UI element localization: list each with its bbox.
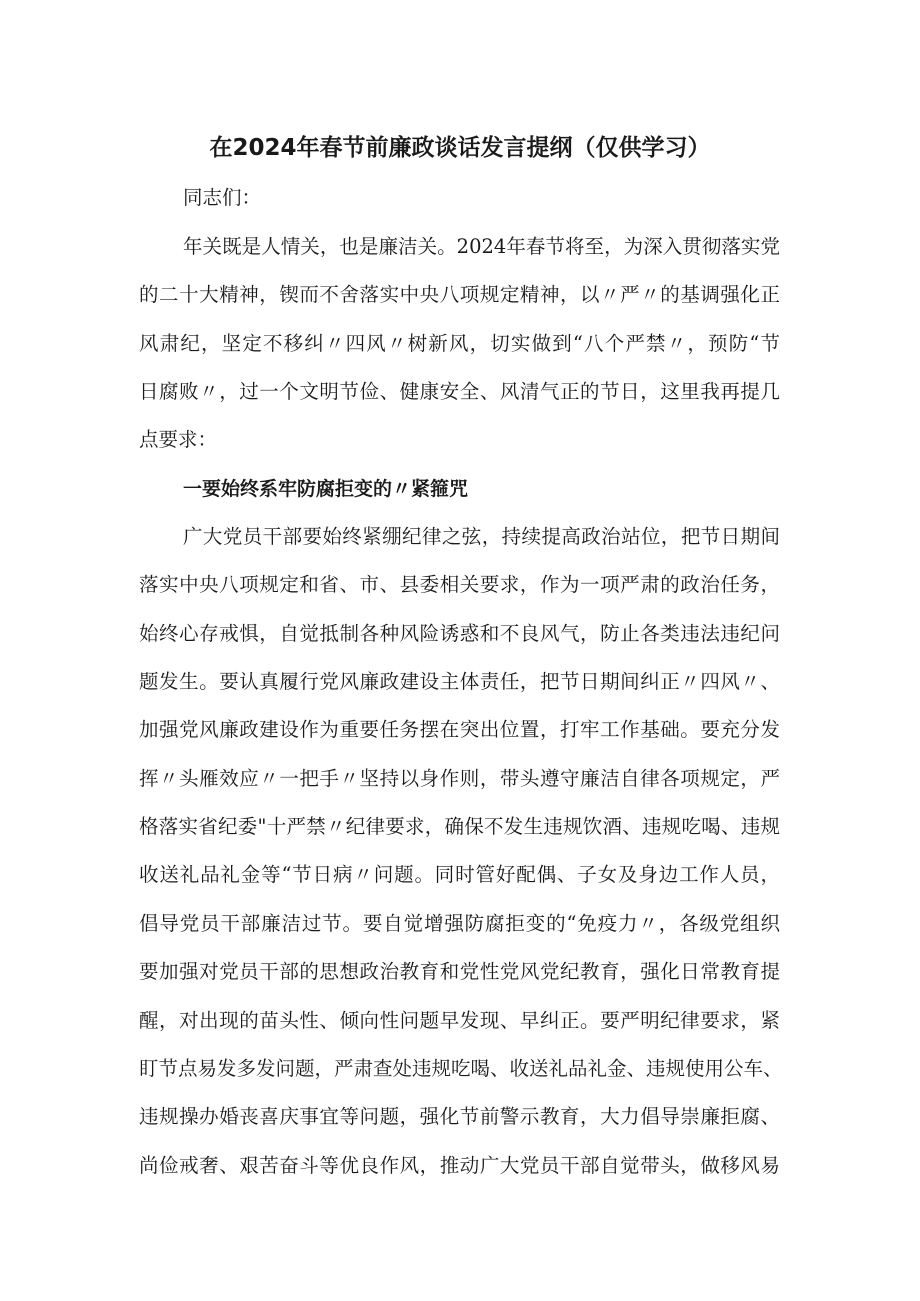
body-line-8: 收送礼品礼金等“节日病〃问题。同时管好配偶、子女及身边工作人员， xyxy=(139,863,780,886)
body-line-5: 加强党风廉政建设作为重要任务摆在突出位置，打牢工作基础。要充分发 xyxy=(139,718,780,741)
body-line-4: 题发生。要认真履行党风廉政建设主体责任，把节日期间纠正〃四风〃、 xyxy=(139,670,780,693)
intro-line-5: 点要求： xyxy=(139,428,218,451)
body-line-12: 盯节点易发多发问题，严肃查处违规吃喝、收送礼品礼金、违规使用公车、 xyxy=(139,1057,783,1080)
body-line-6: 挥〃头雁效应〃一把手〃坚持以身作则，带头遵守廉洁自律各项规定，严 xyxy=(139,767,780,790)
body-line-11: 醒，对出现的苗头性、倾向性问题早发现、早纠正。要严明纪律要求，紧 xyxy=(139,1009,780,1032)
body-line-1: 广大党员干部要始终紧绷纪律之弦，持续提高政治站位，把节日期间 xyxy=(183,525,780,548)
intro-line-4: 日腐败〃，过一个文明节俭、健康安全、风清气正的节日，这里我再提几 xyxy=(139,380,780,403)
salutation: 同志们： xyxy=(183,186,262,209)
intro-line-2: 的二十大精神，锲而不舍落实中央八项规定精神，以〃严〃的基调强化正 xyxy=(139,283,780,306)
body-line-14: 尚俭戒奢、艰苦奋斗等优良作风，推动广大党员干部自觉带头，做移风易 xyxy=(139,1154,780,1177)
body-line-10: 要加强对党员干部的思想政治教育和党性党风党纪教育，强化日常教育提 xyxy=(139,960,780,983)
body-line-3: 始终心存戒惧，自觉抵制各种风险诱惑和不良风气，防止各类违法违纪问 xyxy=(139,622,780,645)
intro-line-1: 年关既是人情关，也是廉洁关。2024年春节将至，为深入贯彻落实党 xyxy=(183,235,780,258)
body-line-13: 违规操办婚丧喜庆事宜等问题，强化节前警示教育，大力倡导崇廉拒腐、 xyxy=(139,1105,780,1128)
section-heading: 一要始终系牢防腐拒变的〃紧箍咒 xyxy=(183,478,469,500)
document-title: 在2024年春节前廉政谈话发言提纲（仅供学习） xyxy=(209,135,711,161)
intro-line-3: 风肃纪，坚定不移纠〃四风〃树新风，切实做到“八个严禁〃，预防“节 xyxy=(139,332,780,355)
body-line-7: 格落实省纪委"十严禁〃纪律要求，确保不发生违规饮酒、违规吃喝、违规 xyxy=(139,815,780,838)
body-line-9: 倡导党员干部廉洁过节。要自觉增强防腐拒变的“免疫力〃，各级党组织 xyxy=(139,912,780,935)
body-line-2: 落实中央八项规定和省、市、县委相关要求，作为一项严肃的政治任务， xyxy=(139,573,780,596)
